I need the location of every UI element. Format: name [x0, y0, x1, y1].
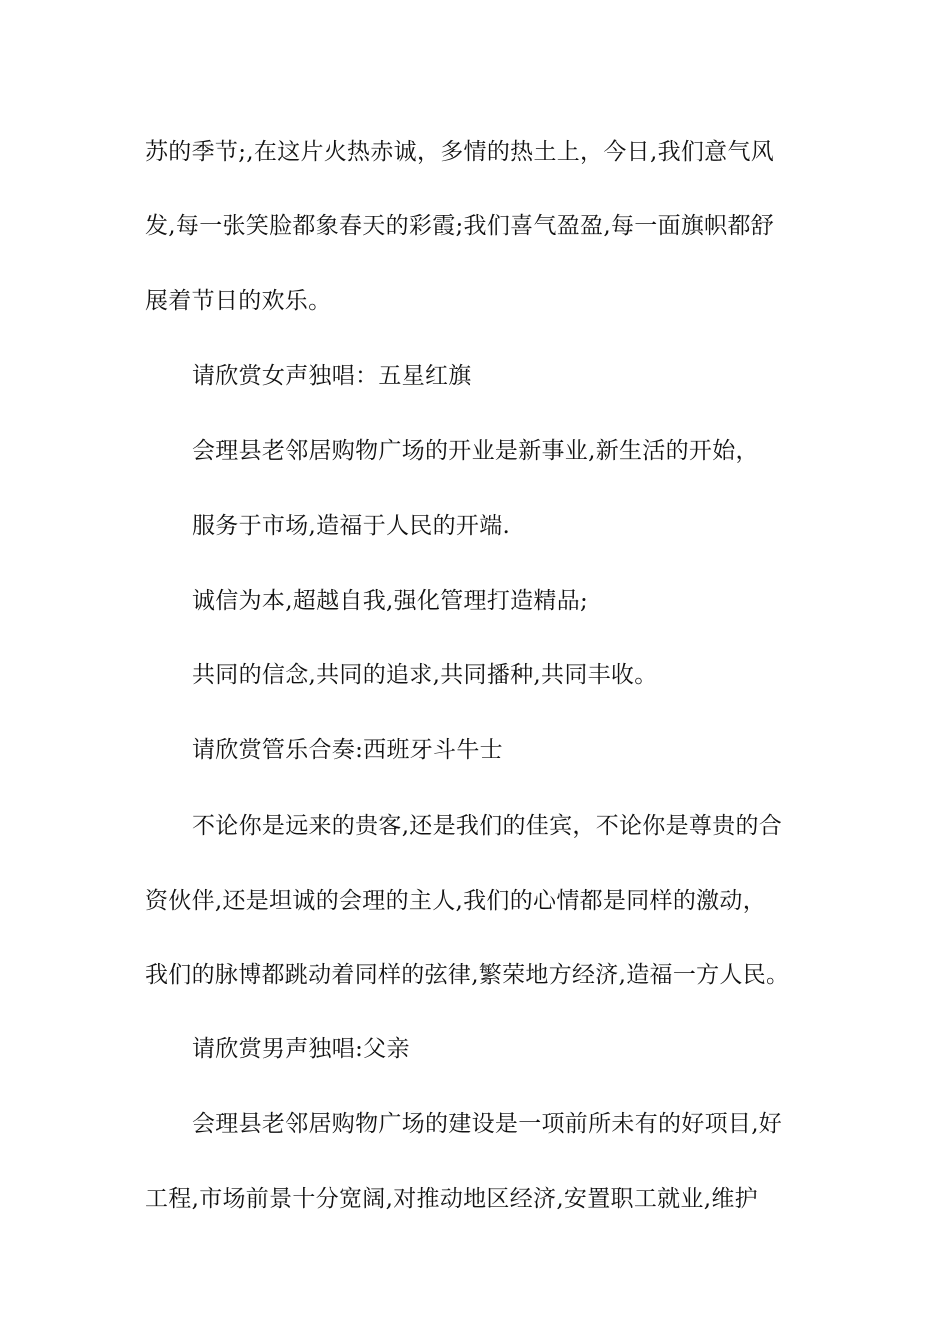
program-announcement: 请欣赏男声独唱:父亲	[192, 1036, 410, 1062]
paragraph-line: 诚信为本,超越自我,强化管理打造精品;	[192, 588, 589, 614]
program-announcement: 请欣赏管乐合奏:西班牙斗牛士	[192, 737, 503, 763]
paragraph-line: 共同的信念,共同的追求,共同播种,共同丰收。	[192, 662, 658, 688]
paragraph-line: 苏的季节;,在这片火热赤诚，多情的热土上，今日,我们意气风	[145, 139, 775, 165]
paragraph-line: 展着节日的欢乐。	[145, 288, 332, 314]
paragraph-line: 资伙伴,还是坦诚的会理的主人,我们的心情都是同样的激动，	[145, 888, 767, 914]
program-announcement: 请欣赏女声独唱：五星红旗	[192, 363, 472, 389]
paragraph-line: 不论你是远来的贵客,还是我们的佳宾，不论你是尊贵的合	[192, 813, 783, 839]
paragraph-line: 工程,市场前景十分宽阔,对推动地区经济,安置职工就业,维护	[145, 1186, 758, 1212]
paragraph-line: 我们的脉博都跳动着同样的弦律,繁荣地方经济,造福一方人民。	[145, 962, 790, 988]
paragraph-line: 发,每一张笑脸都象春天的彩霞;我们喜气盈盈,每一面旗帜都舒	[145, 213, 775, 239]
paragraph-line: 会理县老邻居购物广场的开业是新事业,新生活的开始，	[192, 438, 759, 464]
paragraph-line: 会理县老邻居购物广场的建设是一项前所未有的好项目,好	[192, 1111, 783, 1137]
paragraph-line: 服务于市场,造福于人民的开端.	[192, 513, 511, 539]
